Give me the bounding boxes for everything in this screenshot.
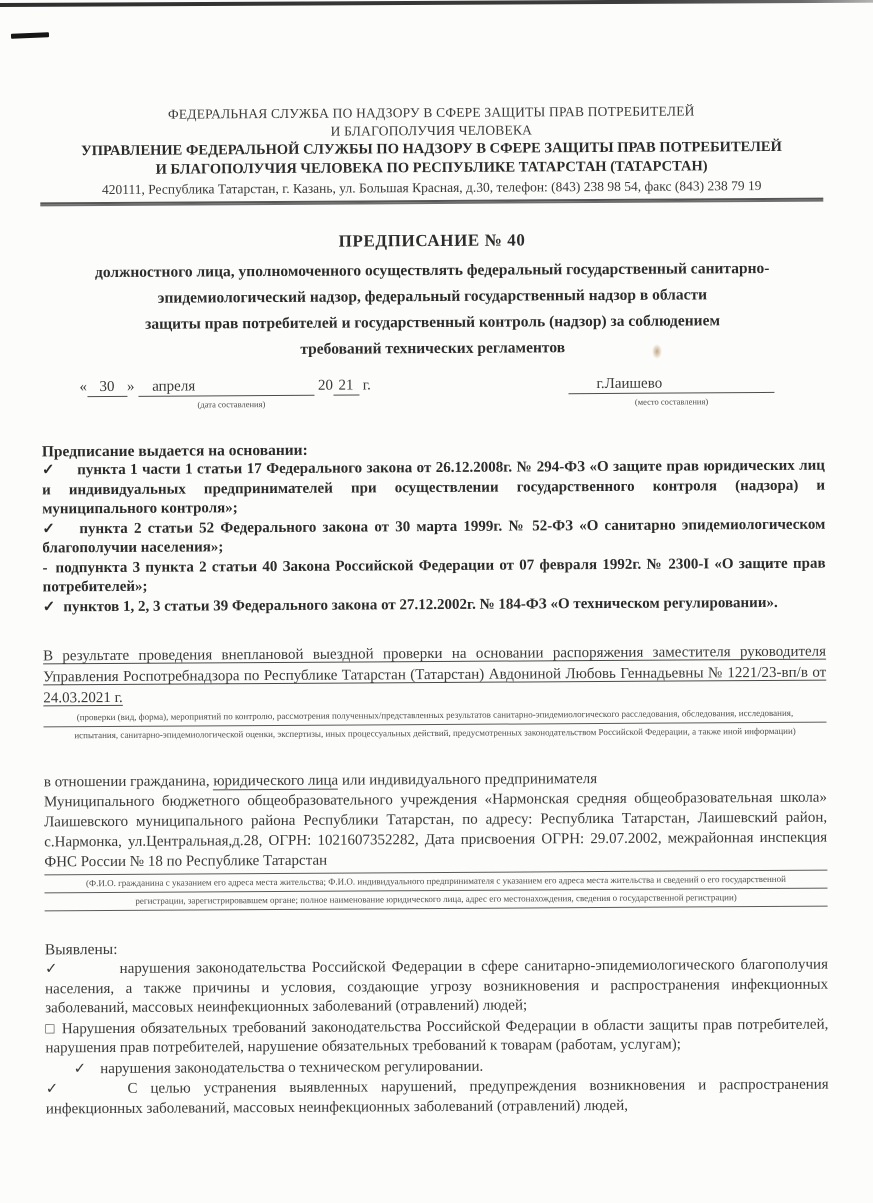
subject-fine-print-2: регистрации, зарегистрировавшем органе; полное наименование юридического лица, адрес его местонахождения, сведения о государственной регистрации) (45, 889, 828, 912)
findings-item-3-text: нарушения законодательства о техническом регулировании. (100, 1058, 484, 1077)
subject-intro-pre: в отношении гражданина, (43, 773, 214, 791)
check-icon: ✓ (42, 598, 56, 615)
subject-intro-underlined: юридического лица (213, 772, 339, 790)
findings-item-1-text: нарушения законодательства Российской Федерации в сфере санитарно-эпидемиологического благополучия населения, а также причины и условия, создающие угрозу возникновения и распространения инфекционных заболеваний, массовых неинфекционных заболеваний (отравлений) людей; (45, 956, 829, 1017)
check-icon: ✓ (45, 1081, 68, 1098)
document-subtitle (41, 256, 825, 365)
inspection-result-paragraph: В результате проведения внеплановой выездной проверки на основании распоряжения заместителя руководителя Управления Роспотребнадзора по Республике Татарстан (Татарстан) Авдониной Любовь Геннадьевны № 1221/23-вп/в от 24.03.2021 г. (43, 643, 827, 707)
date-place-row (41, 375, 824, 411)
findings-item-1 (45, 956, 828, 1019)
subject-intro-post: или индивидуального предпринимателя (338, 771, 598, 789)
subtitle-line-1: должностного лица, уполномоченного осуществлять федеральный государственный санитарно- (94, 259, 770, 282)
letterhead (40, 102, 824, 207)
findings-item-4 (46, 1076, 829, 1120)
result-fine-print-2: испытания, санитарно-эпидемиологической оценки, экспертизы, иных процессуальных действий, предусмотренных законодательством Российской Федерации, а также иной информации) (74, 725, 796, 741)
subject-fine-print-1: (Ф.И.О. гражданина с указанием его адреса места жительства; Ф.И.О. индивидуального предпринимателя с указанием его адреса места жительства и сведений о его государственной (44, 871, 827, 894)
check-icon: ✓ (42, 520, 58, 537)
place-caption: (место составления) (634, 396, 709, 407)
basis-item-3 (42, 554, 825, 598)
office-address: 420111, Республика Татарстан, г. Казань, ул. Большая Красная, д.30, телефон: (843) 238 98 54, факс (843) 238 79 19 (101, 178, 762, 198)
basis-item-3-text: подпункта 3 пункта 2 статьи 40 Закона Российской Федерации от 07 февраля 1992г. № 2300-I «О защите прав потребителей»; (42, 555, 826, 596)
basis-item-1-text: пункта 1 части 1 статьи 17 Федерального закона от 26.12.2008г. № 294-ФЗ «О защите прав юридических лиц и индивидуальных предпринимателей при осуществлении государственного контроля (надзора) и муниципального контроля»; (42, 457, 826, 518)
date-day: 30 (87, 379, 127, 397)
dash-marker: - (42, 559, 48, 576)
letterhead-divider (40, 198, 823, 207)
office-name-line-1: УПРАВЛЕНИЕ ФЕДЕРАЛЬНОЙ СЛУЖБЫ ПО НАДЗОРУ В СФЕРЕ ЗАЩИТЫ ПРАВ ПОТРЕБИТЕЛЕЙ (81, 138, 782, 160)
place-of-issue: г.Лаишево (568, 375, 774, 394)
subject-fine-print-block (44, 870, 827, 912)
document-title: ПРЕДПИСАНИЕ № 40 (338, 230, 526, 251)
basis-item-2 (42, 515, 825, 559)
subtitle-line-4: требований технических регламентов (300, 339, 566, 358)
checkbox-empty-icon: □ (45, 1020, 56, 1037)
date-group (79, 377, 371, 410)
subtitle-line-2: эпидемиологический надзор, федеральный государственный надзор в области (157, 286, 708, 307)
findings-heading: Выявлены: (44, 940, 118, 959)
agency-name-line-1: ФЕДЕРАЛЬНАЯ СЛУЖБА ПО НАДЗОРУ В СФЕРЕ ЗАЩИТЫ ПРАВ ПОТРЕБИТЕЛЕЙ (167, 103, 695, 122)
findings-item-2-text: Нарушения обязательных требований законодательства Российской Федерации в области защиты прав потребителей, нарушения прав потребителей, нарушение обязательных требований к товарам (работам, услугам); (45, 1016, 829, 1057)
check-icon: ✓ (44, 961, 60, 978)
place-group (568, 375, 774, 407)
document-content (0, 101, 873, 1119)
findings-item-2 (45, 1015, 828, 1059)
check-icon: ✓ (41, 462, 56, 479)
year-suffix: 21 (333, 377, 359, 395)
basis-item-4-text: пунктов 1, 2, 3 статьи 39 Федерального закона от 27.12.2002г. № 184-ФЗ «О техническом регулировании». (63, 594, 778, 615)
basis-item-2-text: пункта 2 статьи 52 Федерального закона от 30 марта 1999г. № 52-ФЗ «О санитарно эпидемиологическом благополучии населения»; (42, 516, 826, 557)
basis-heading: Предписание выдается на основании: (41, 441, 308, 461)
date-month: апреля (138, 378, 314, 397)
scan-artifact-smudge (652, 344, 662, 359)
office-name-line-2: И БЛАГОПОЛУЧИЯ ЧЕЛОВЕКА ПО РЕСПУБЛИКЕ ТАТАРСТАН (ТАТАРСТАН) (155, 158, 708, 178)
year-prefix: 20 (317, 377, 333, 394)
agency-name-line-2: И БЛАГОПОЛУЧИЯ ЧЕЛОВЕКА (330, 122, 533, 139)
basis-item-4 (43, 593, 826, 617)
year-letter: г. (362, 377, 371, 394)
open-quote: « (79, 379, 87, 396)
check-icon: ✓ (73, 1060, 87, 1077)
basis-item-1 (42, 457, 825, 520)
date-caption: (дата составления) (197, 399, 266, 410)
subject-organization: Муниципального бюджетного общеобразовательного учреждения «Нармонская средняя общеобразовательная школа» Лаишевского муниципального района Республики Татарстан, по адресу: Республика Татарстан, Лаишевский район, с.Нармонка, ул.Центральная,д.28, ОГРН: 1021607352282, Дата присвоения ОГРН: 29.07.2002, межрайонная инспекция ФНС России № 18 по Республике Татарстан (43, 789, 828, 871)
close-quote: » (126, 378, 135, 395)
findings-item-4-text: С целью устранения выявленных нарушений, предупреждения возникновения и распространения инфекционных заболеваний, массовых неинфекционных заболеваний (отравлений) людей, (45, 1076, 829, 1117)
result-fine-print-1: (проверки (вид, форма), мероприятий по контролю, рассмотрения полученных/представленных результатов санитарно-эпидемиологического расследования, обследования, исследования, (43, 705, 826, 728)
subtitle-line-3: защиты прав потребителей и государственный контроль (надзор) за соблюдением (145, 312, 721, 333)
